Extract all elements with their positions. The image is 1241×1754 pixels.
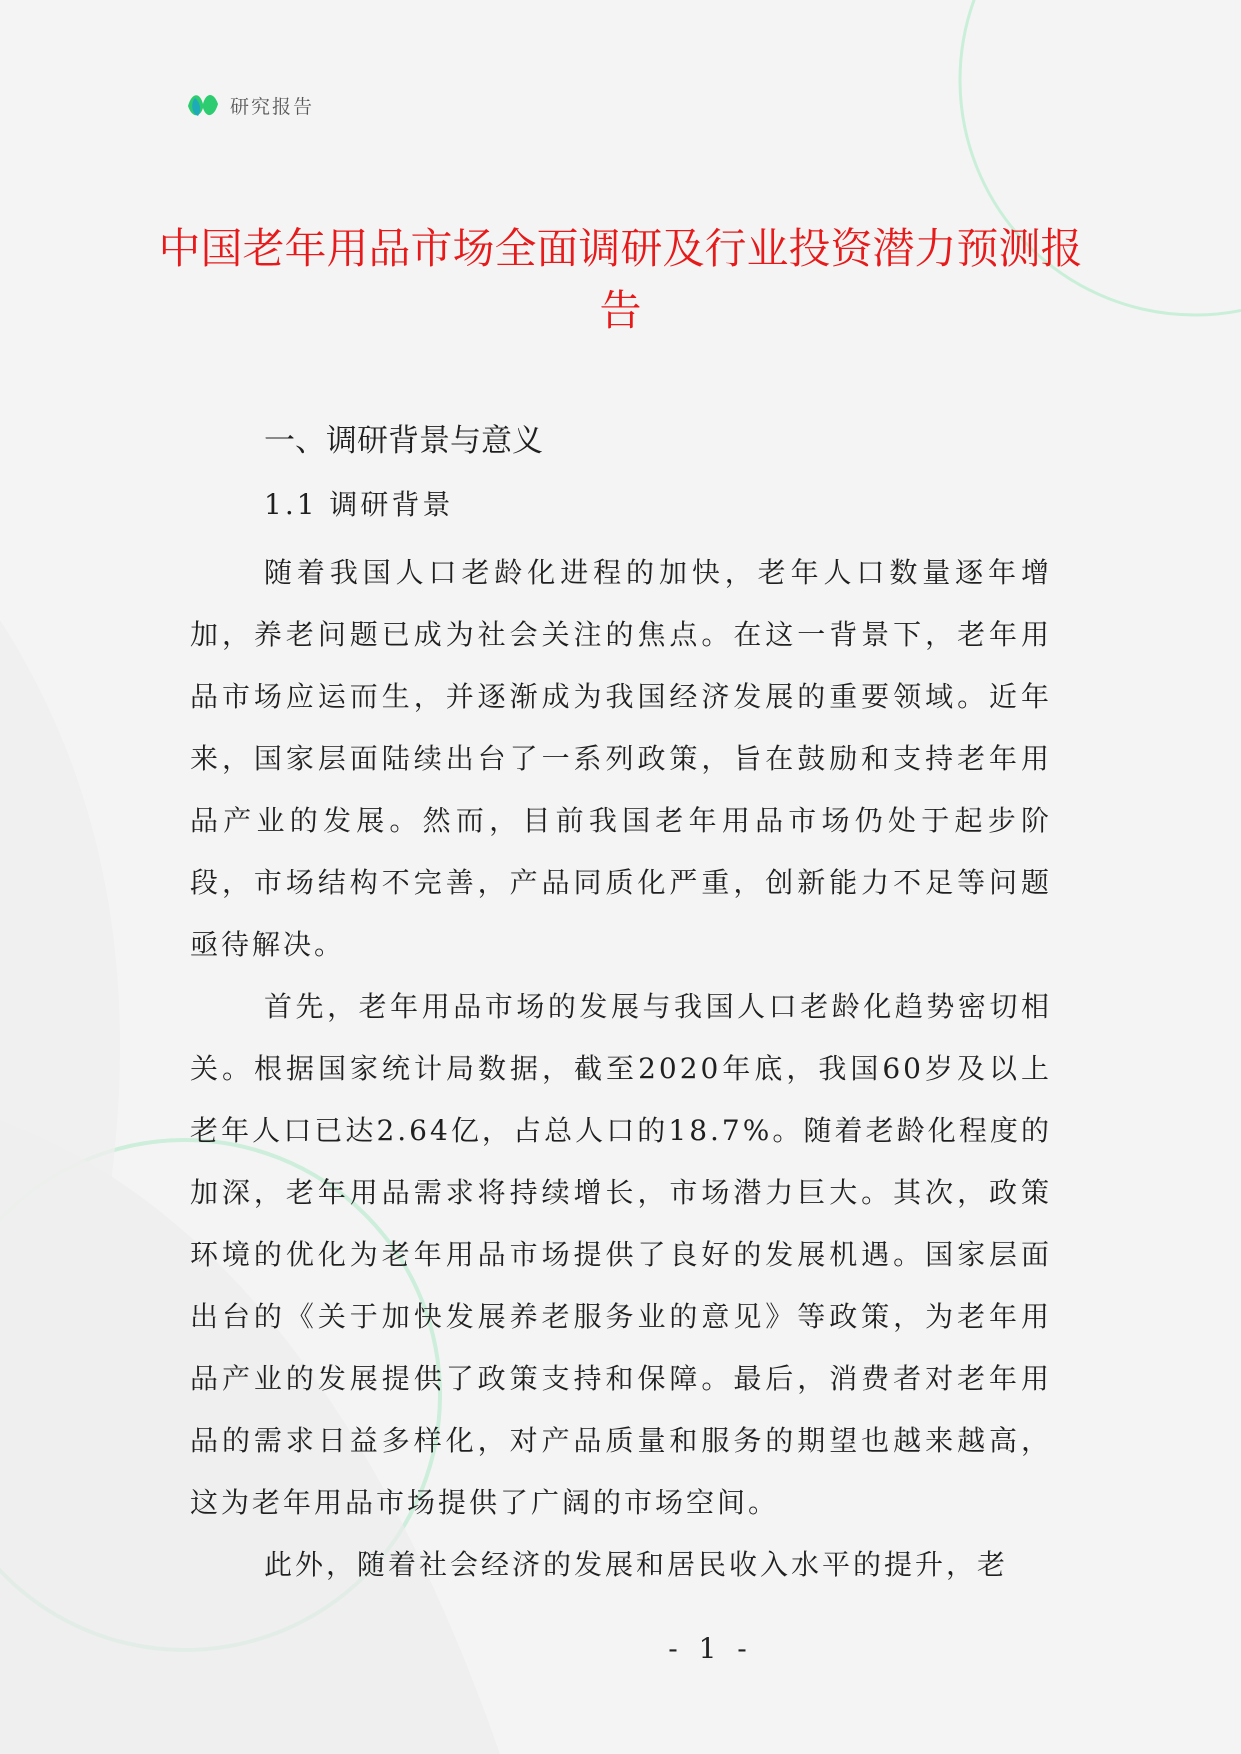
report-logo-icon	[186, 88, 220, 122]
subsection-heading: 1.1 调研背景	[264, 488, 454, 521]
paragraph-1: 随着我国人口老龄化进程的加快，老年人口数量逐年增加，养老问题已成为社会关注的焦点。在这一背景下，老年用品市场应运而生，并逐渐成为我国经济发展的重要领域。近年来，国家层面陆续出台了一系列政策，旨在鼓励和支持老年用品产业的发展。然而，目前我国老年用品市场仍处于起步阶段，市场结构不完善，产品同质化严重，创新能力不足等问题亟待解决。	[190, 556, 1052, 961]
page-number: - 1 -	[668, 1632, 753, 1665]
report-body	[190, 416, 1052, 1596]
section-heading: 一、调研背景与意义	[264, 423, 543, 459]
paragraph-3: 此外，随着社会经济的发展和居民收入水平的提升，老	[264, 1548, 1009, 1581]
brand-label: 研究报告	[230, 95, 315, 118]
report-title: 中国老年用品市场全面调研及行业投资潜力预测报告	[158, 224, 1083, 335]
report-header	[186, 88, 314, 122]
paragraph-2: 首先，老年用品市场的发展与我国人口老龄化趋势密切相关。根据国家统计局数据，截至2020年底，我国60岁及以上老年人口已达2.64亿，占总人口的18.7%。随着老龄化程度的加深，老年用品需求将持续增长，市场潜力巨大。其次，政策环境的优化为老年用品市场提供了良好的发展机遇。国家层面出台的《关于加快发展养老服务业的意见》等政策，为老年用品产业的发展提供了政策支持和保障。最后，消费者对老年用品的需求日益多样化，对产品质量和服务的期望也越来越高，这为老年用品市场提供了广阔的市场空间。	[190, 990, 1052, 1519]
